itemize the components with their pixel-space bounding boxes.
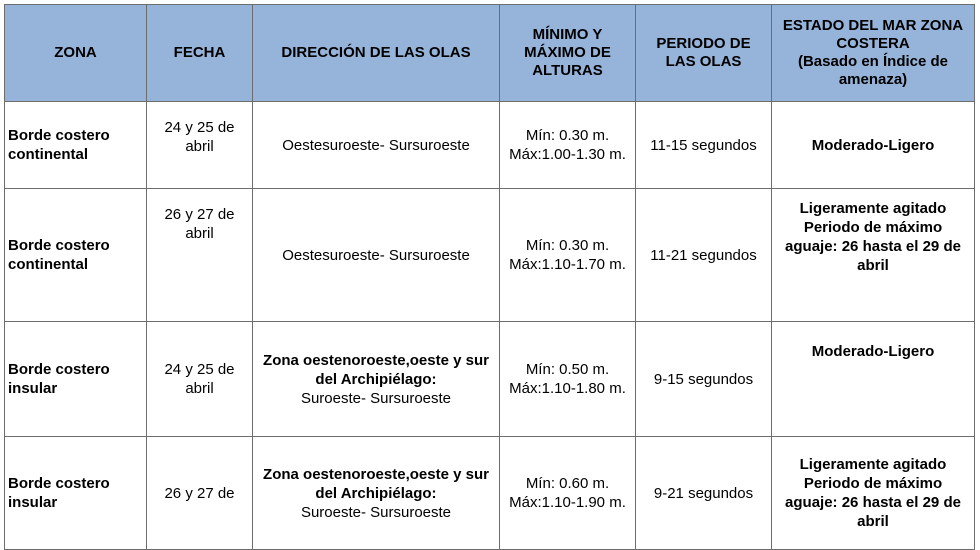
cell-direccion [253,437,500,550]
altura-max: Máx:1.10-1.80 m. [509,380,626,397]
header-row [5,5,975,102]
cell-zona: Borde costero insular [5,437,147,550]
cell-periodo: 9-15 segundos [636,322,772,437]
altura-min: Mín: 0.50 m. [525,361,610,378]
altura-max: Máx:1.10-1.70 m. [509,256,626,273]
header-periodo: PERIODO DE LAS OLAS [636,5,772,102]
table-row [5,102,975,189]
header-zona: ZONA [5,5,147,102]
cell-estado: Moderado-Ligero [772,102,975,189]
direccion-zone: Zona oestenoroeste,oeste y sur del Archipiélago: [263,351,489,388]
altura-min: Mín: 0.30 m. [525,127,610,144]
cell-alturas [500,437,636,550]
cell-fecha: 24 y 25 de abril [147,322,253,437]
direccion-value: Oestesuroeste- Sursuroeste [282,246,470,264]
altura-min: Mín: 0.60 m. [525,475,610,492]
cell-estado: Ligeramente agitado Periodo de máximo aguaje: 26 hasta el 29 de abril [772,437,975,550]
cell-zona: Borde costero insular [5,322,147,437]
cell-periodo: 11-15 segundos [636,102,772,189]
altura-max: Máx:1.10-1.90 m. [509,494,626,511]
cell-alturas [500,189,636,322]
cell-fecha: 26 y 27 de [147,437,253,550]
header-estado-title: ESTADO DEL MAR ZONA COSTERA [782,17,964,52]
table-row [5,437,975,550]
direccion-zone: Zona oestenoroeste,oeste y sur del Archipiélago: [263,465,489,502]
cell-alturas [500,322,636,437]
cell-direccion [253,322,500,437]
direccion-value: Suroeste- Sursuroeste [300,503,452,521]
cell-fecha: 24 y 25 de abril [147,102,253,189]
header-estado-note: (Basado en Índice de amenaza) [797,53,949,88]
sea-state-table [4,4,975,550]
header-estado [772,5,975,102]
table-row [5,189,975,322]
header-alturas: MÍNIMO Y MÁXIMO DE ALTURAS [500,5,636,102]
cell-estado: Ligeramente agitado Periodo de máximo aguaje: 26 hasta el 29 de abril [772,189,975,322]
cell-periodo: 9-21 segundos [636,437,772,550]
table-row [5,322,975,437]
cell-alturas [500,102,636,189]
cell-zona: Borde costero continental [5,102,147,189]
cell-fecha: 26 y 27 de abril [147,189,253,322]
cell-zona: Borde costero continental [5,189,147,322]
cell-estado: Moderado-Ligero [772,322,975,437]
header-direccion: DIRECCIÓN DE LAS OLAS [253,5,500,102]
header-fecha: FECHA [147,5,253,102]
altura-max: Máx:1.00-1.30 m. [509,146,626,163]
cell-direccion [253,189,500,322]
altura-min: Mín: 0.30 m. [525,237,610,254]
cell-periodo: 11-21 segundos [636,189,772,322]
direccion-value: Oestesuroeste- Sursuroeste [282,136,470,154]
cell-direccion [253,102,500,189]
direccion-value: Suroeste- Sursuroeste [300,389,452,407]
